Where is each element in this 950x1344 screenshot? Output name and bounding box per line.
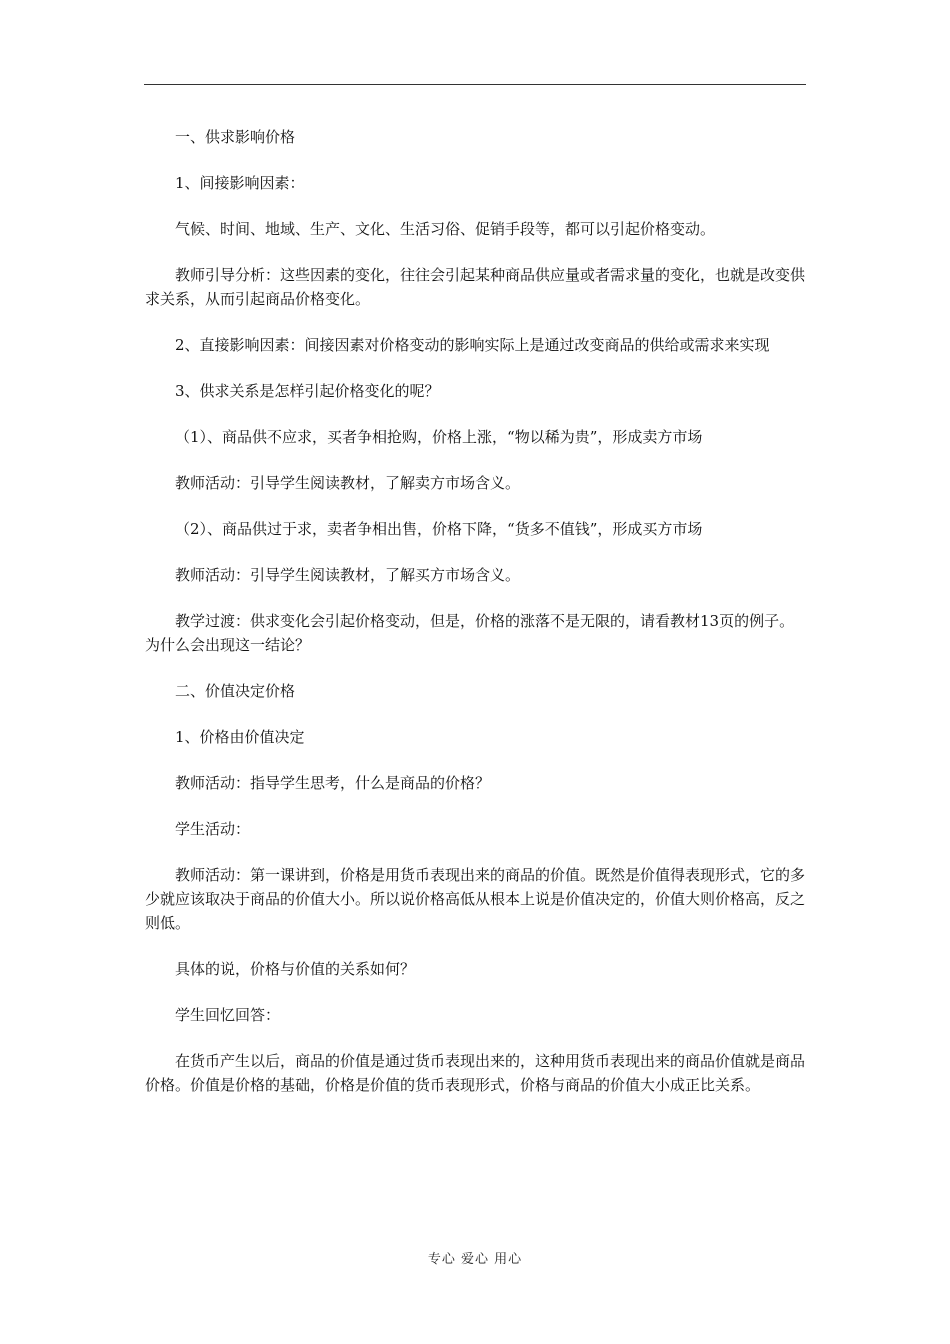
section-heading-1: 一、供求影响价格 xyxy=(175,128,296,146)
paragraph: 在货币产生以后，商品的价值是通过货币表现出来的，这种用货币表现出来的商品价值就是商品价格。价值是价格的基础，价格是价值的货币表现形式，价格与商品的价值大小成正比关系。 xyxy=(145,1052,806,1094)
paragraph: 学生活动： xyxy=(175,820,251,838)
paragraph: 学生回忆回答： xyxy=(175,1006,281,1024)
paragraph: 教学过渡：供求变化会引起价格变动，但是，价格的涨落不是无限的，请看教材13页的例子。为什么会出现这一结论？ xyxy=(145,612,795,654)
header-rule xyxy=(144,84,806,85)
paragraph: 2、直接影响因素：间接因素对价格变动的影响实际上是通过改变商品的供给或需求来实现 xyxy=(175,336,770,354)
document-body xyxy=(145,125,807,1119)
paragraph: 具体的说，价格与价值的关系如何？ xyxy=(175,960,416,978)
subheading-value-determines-price: 1、价格由价值决定 xyxy=(175,728,305,746)
subheading-question: 3、供求关系是怎样引起价格变化的呢？ xyxy=(175,382,440,400)
paragraph: 教师活动：第一课讲到，价格是用货币表现出来的商品的价值。既然是价值得表现形式，它的多少就应该取决于商品的价值大小。所以说价格高低从根本上说是价值决定的，价值大则价格高，反之则低。 xyxy=(145,866,806,932)
page-footer: 专心 爱心 用心 xyxy=(427,1252,523,1267)
list-item: （1）、商品供不应求，买者争相抢购，价格上涨，“物以稀为贵”，形成卖方市场 xyxy=(175,428,703,446)
paragraph: 教师活动：指导学生思考，什么是商品的价格？ xyxy=(175,774,491,792)
subheading-indirect-factors: 1、间接影响因素： xyxy=(175,174,305,192)
paragraph: 教师活动：引导学生阅读教材，了解卖方市场含义。 xyxy=(175,474,521,492)
section-heading-2: 二、价值决定价格 xyxy=(175,682,296,700)
paragraph: 教师活动：引导学生阅读教材，了解买方市场含义。 xyxy=(175,566,521,584)
paragraph: 教师引导分析：这些因素的变化，往往会引起某种商品供应量或者需求量的变化，也就是改变供求关系，从而引起商品价格变化。 xyxy=(145,266,806,308)
list-item: （2）、商品供过于求，卖者争相出售，价格下降，“货多不值钱”，形成买方市场 xyxy=(175,520,703,538)
paragraph: 气候、时间、地域、生产、文化、生活习俗、促销手段等，都可以引起价格变动。 xyxy=(175,220,716,238)
